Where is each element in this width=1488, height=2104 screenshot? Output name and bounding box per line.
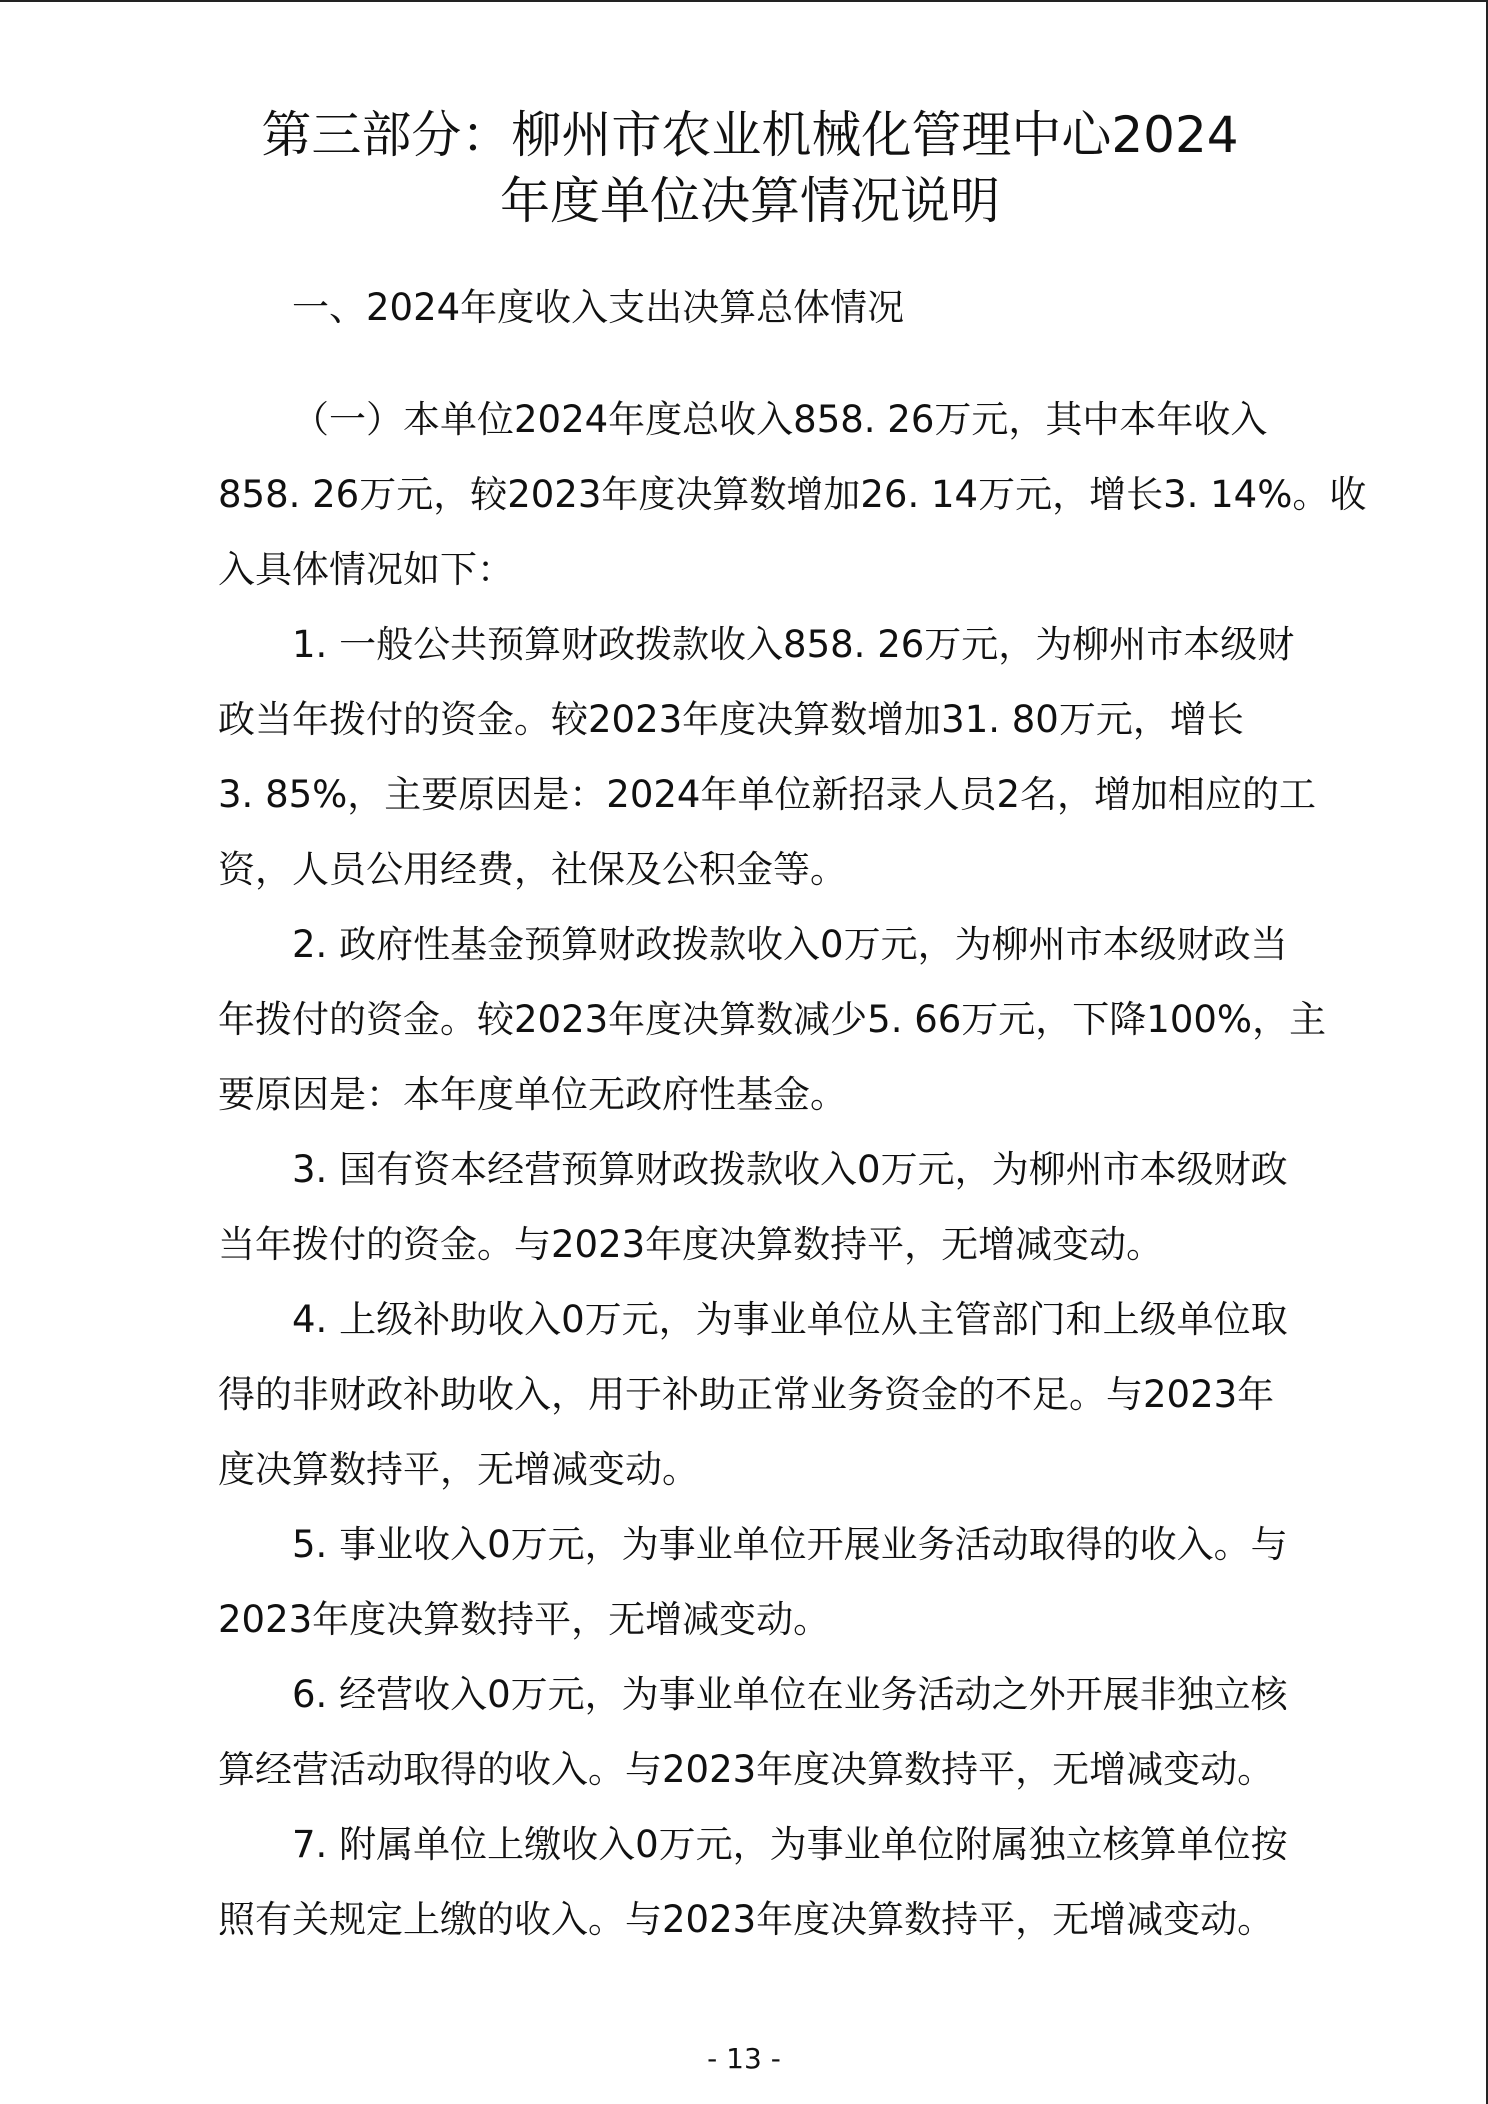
paragraph-3-line-3: 要原因是：本年度单位无政府性基金。: [218, 1073, 847, 1116]
paragraph-1-line-1: （一）本单位2024年度总收入858. 26万元，其中本年收入: [292, 398, 1268, 441]
paragraph-5-line-2: 得的非财政补助收入，用于补助正常业务资金的不足。与2023年: [218, 1373, 1275, 1416]
paragraph-6-line-2: 2023年度决算数持平，无增减变动。: [218, 1598, 831, 1641]
paragraph-7-line-1: 6. 经营收入0万元，为事业单位在业务活动之外开展非独立核: [292, 1673, 1288, 1716]
paragraph-8-line-1: 7. 附属单位上缴收入0万元，为事业单位附属独立核算单位按: [292, 1823, 1288, 1866]
paragraph-2-line-3: 3. 85%，主要原因是：2024年单位新招录人员2名，增加相应的工: [218, 773, 1317, 816]
document-title: [200, 102, 1300, 234]
document-title-line-1: 第三部分：柳州市农业机械化管理中心2024: [261, 106, 1239, 164]
page-number: - 13 -: [707, 2042, 781, 2075]
paragraph-2-line-1: 1. 一般公共预算财政拨款收入858. 26万元，为柳州市本级财: [292, 623, 1295, 666]
paragraph-2-line-4: 资，人员公用经费，社保及公积金等。: [218, 848, 847, 891]
paragraph-5-line-1: 4. 上级补助收入0万元，为事业单位从主管部门和上级单位取: [292, 1298, 1288, 1341]
paragraph-4-line-1: 3. 国有资本经营预算财政拨款收入0万元，为柳州市本级财政: [292, 1148, 1288, 1191]
paragraph-3-line-1: 2. 政府性基金预算财政拨款收入0万元，为柳州市本级财政当: [292, 923, 1288, 966]
paragraph-1-line-3: 入具体情况如下：: [218, 548, 514, 591]
paragraph-3-line-2: 年拨付的资金。较2023年度决算数减少5. 66万元，下降100%，主: [218, 998, 1327, 1041]
paragraph-7-line-2: 算经营活动取得的收入。与2023年度决算数持平，无增减变动。: [218, 1748, 1275, 1791]
paragraph-1-line-2: 858. 26万元，较2023年度决算数增加26. 14万元，增长3. 14%。收: [218, 473, 1367, 516]
paragraph-2-line-2: 政当年拨付的资金。较2023年度决算数增加31. 80万元，增长: [218, 698, 1244, 741]
paragraph-8-line-2: 照有关规定上缴的收入。与2023年度决算数持平，无增减变动。: [218, 1898, 1275, 1941]
paragraph-5-line-3: 度决算数持平，无增减变动。: [218, 1448, 699, 1491]
paragraph-6-line-1: 5. 事业收入0万元，为事业单位开展业务活动取得的收入。与: [292, 1523, 1288, 1566]
section-heading: 一、2024年度收入支出决算总体情况: [292, 286, 905, 329]
document-title-line-2: 年度单位决算情况说明: [500, 172, 1000, 230]
paragraph-4-line-2: 当年拨付的资金。与2023年度决算数持平，无增减变动。: [218, 1223, 1164, 1266]
